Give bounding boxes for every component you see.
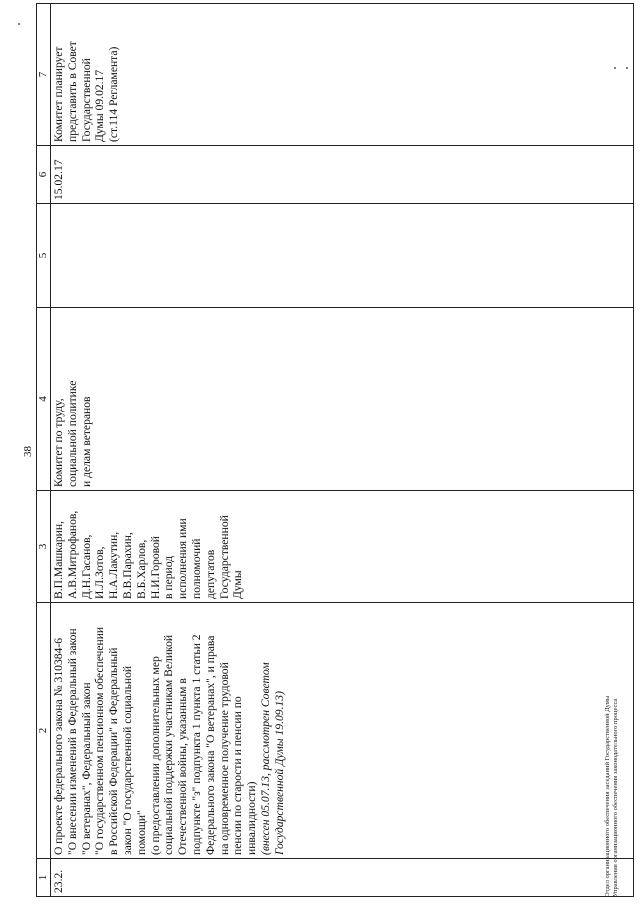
page-number: 38 — [22, 446, 34, 457]
date: 15.02.17 — [52, 159, 65, 200]
plan-cell — [51, 4, 634, 146]
committee-line: и делам ветеранов — [79, 396, 93, 487]
column-number: 3 — [37, 491, 51, 603]
author-line: Н.А.Лакутин, — [107, 531, 121, 599]
scan-speck — [614, 67, 616, 69]
column-number: 1 — [37, 859, 51, 897]
bill-title-line: подпункте "з" подпункта 1 пункта 1 статьи 2 — [189, 634, 203, 855]
bill-title-line: О проекте федерального закона № 310384-6 — [52, 638, 65, 855]
author-line: полномочий — [189, 538, 203, 599]
plan-line: (ст.114 Регламента) — [107, 46, 121, 142]
column-number-row — [37, 4, 51, 897]
bill-title — [52, 606, 259, 855]
bill-title-line: помощи" — [134, 810, 148, 855]
author-line: Н.И.Горовой — [148, 535, 162, 599]
footer — [604, 696, 620, 897]
author-line: И.Л.Зотов, — [93, 546, 107, 599]
row-number: 23.2. — [52, 869, 65, 893]
authors-cell — [51, 491, 634, 603]
author-line: В.П.Машкарин, — [52, 521, 65, 599]
bill-title-line: социальной поддержки участникам Великой — [162, 634, 176, 855]
author-line: Думы — [231, 570, 245, 599]
bill-title-line: Отечественной войны, указанным в — [176, 678, 190, 855]
author-line: в период — [162, 555, 176, 599]
responsible-committee — [52, 311, 93, 487]
bill-title-line: "О государственном пенсионном обеспечении — [93, 626, 107, 855]
row-number-cell — [51, 859, 634, 897]
committee-plan — [52, 7, 121, 142]
bill-title-line: (о предоставлении дополнительных мер — [148, 656, 162, 855]
bill-title-line: "О ветеранах", Федеральный закон — [79, 682, 93, 855]
bill-status-note-line: Государственной Думы 19.09.13) — [272, 691, 286, 855]
plan-line: представить в Совет — [65, 41, 79, 142]
footer-department: Отдел организационного обеспечения заседаний Государственной Думы — [604, 695, 611, 897]
bill-title-line: на одновременное получение трудовой — [217, 662, 231, 855]
date-cell — [51, 146, 634, 204]
table-row — [51, 4, 634, 897]
committee-line: социальной политике — [65, 380, 79, 487]
bill-status-note — [259, 606, 287, 855]
column-number: 4 — [37, 308, 51, 491]
committee-line: Комитет по труду, — [52, 398, 65, 487]
author-line: А.В.Митрофанов, — [65, 510, 79, 599]
bill-title-cell — [51, 603, 634, 859]
plan-line: Государственной — [79, 58, 93, 142]
bill-title-line: "О внесении изменений в Федеральный закон — [65, 628, 79, 855]
bill-status-note-line: (внесен 05.07.13, рассмотрен Советом — [258, 662, 272, 855]
column-number: 2 — [37, 603, 51, 859]
column-number: 7 — [37, 4, 51, 146]
bill-title-line: Федерального закона "О ветеранах", и права — [203, 635, 217, 855]
author-line: Государственной — [217, 515, 231, 599]
plan-line: Комитет планирует — [52, 46, 65, 142]
column-5-cell — [51, 204, 634, 308]
bill-title-line: закон "О государственной социальной — [120, 665, 134, 855]
author-line: В.В.Парахин, — [120, 532, 134, 599]
column-number: 6 — [37, 146, 51, 204]
author-line: исполнения ими — [176, 518, 190, 599]
bill-title-line: пенсии по старости и пенсии по — [231, 696, 245, 855]
plan-line: Думы 09.02.17 — [93, 69, 107, 142]
author-line: В.Б.Харлов, — [134, 539, 148, 599]
bill-title-line: в Российской Федерации" и Федеральный — [107, 647, 121, 855]
bill-title-line: инвалидности) — [245, 781, 259, 855]
scan-speck — [18, 23, 20, 25]
column-number: 5 — [37, 204, 51, 308]
footer-directorate: Управления организационного обеспечения законодательного процесса — [612, 698, 619, 897]
agenda-table — [36, 3, 634, 897]
committee-cell — [51, 308, 634, 491]
author-line: Д.Н.Гасанов, — [79, 534, 93, 599]
bill-authors — [52, 494, 245, 599]
scan-speck — [626, 67, 628, 69]
author-line: депутатов — [203, 549, 217, 599]
